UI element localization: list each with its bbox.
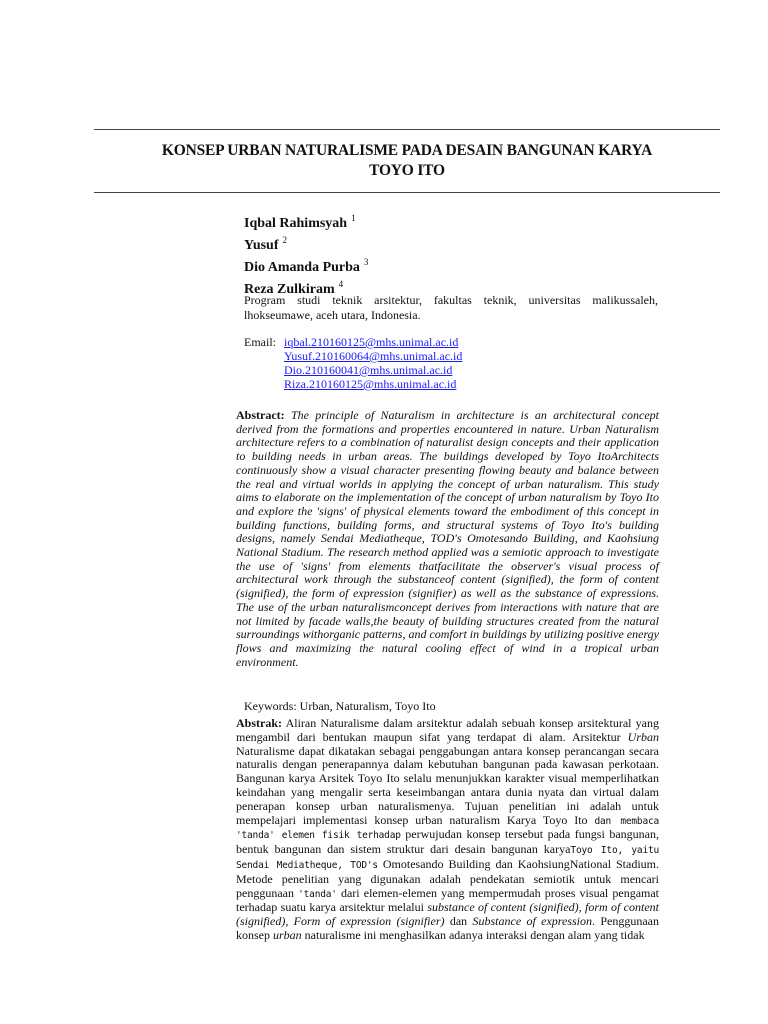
- author-3-mark: 3: [363, 257, 369, 267]
- email-label: Email:: [244, 335, 276, 349]
- email-block: [244, 335, 462, 391]
- title-rule-top: [94, 129, 720, 130]
- title-line-1: KONSEP URBAN NATURALISME PADA DESAIN BANGUNAN KARYA: [161, 142, 653, 159]
- email-link-2[interactable]: Yusuf.210160064@mhs.unimal.ac.id: [284, 349, 463, 363]
- author-3: Dio Amanda Purba $^3$: [244, 257, 369, 275]
- author-4: Reza Zulkiram $^4$: [244, 279, 344, 297]
- keywords: Keywords: Urban, Naturalism, Toyo Ito: [244, 699, 436, 713]
- author-list: [244, 210, 368, 298]
- abstract-english: [236, 409, 659, 669]
- author-1-mark: 1: [351, 213, 356, 223]
- author-4-mark: 4: [338, 279, 344, 289]
- abstract-indonesian: Abstrak: Aliran Naturalisme dalam arsitektur adalah sebuah konsep arsitektural yang mengambil dari bentukan maupun sifat yang terdapat di alam. Arsitektur Urban Naturalisme dapat dikatakan sebagai penggabungan antara konsep perancangan secara naturalis dengan penerapannya dalam kebutuhan bangunan pada kawasan perkotaan. Bangunan karya Arsitek Toyo Ito selalu menunjukkan karakter visual memperlihatkan keindahan yang mengalir serta keseimbangan antara dunia nyata dan virtual dalam penerapan konsep urban naturalismenya. Tujuan penelitian ini adalah untuk mempelajari implementasi konsep urban naturalism Karya Toyo Ito dan membaca 'tanda' elemen fisik terhadap perwujudan konsep tersebut pada fungsi bangunan, bentuk bangunan dan sistem struktur dari desain bangunan karyaToyo Ito, yaitu Sendai Mediatheque, TOD's Omotesando Building dan KaohsiungNational Stadium. Metode penelitian yang digunakan adalah pendekatan semiotik untuk mencari penggunaan 'tanda' dari elemen-elemen yang mempermudah proses visual pengamat terhadap suatu karya arsitektur melalui substance of content (signified), form of content (signified), Form of expression (signifier) dan Substance of expression. Penggunaan konsep urban naturalisme ini menghasilkan adanya interaksi dengan alam yang tidak: [236, 716, 660, 942]
- paper-title: [94, 141, 720, 181]
- abstrak-label: Abstrak:: [236, 716, 283, 730]
- email-link-3[interactable]: Dio.210160041@mhs.unimal.ac.id: [284, 363, 453, 377]
- author-2-mark: 2: [282, 235, 288, 245]
- author-1: Iqbal Rahimsyah $^1$: [244, 213, 356, 231]
- affiliation: Program studi teknik arsitektur, fakultas teknik, universitas malikussaleh, lhokseumawe, aceh utara, Indonesia.: [244, 293, 658, 322]
- abstract-label: Abstract:: [236, 408, 285, 422]
- title-rule-bottom: [94, 192, 720, 193]
- email-link-1[interactable]: iqbal.210160125@mhs.unimal.ac.id: [284, 335, 459, 349]
- email-link-4[interactable]: Riza.210160125@mhs.unimal.ac.id: [284, 377, 457, 391]
- author-2: Yusuf $^2$: [244, 235, 288, 253]
- abstract-text: The principle of Naturalism in architecture is an architectural concept derived from the formations and properties encountered in nature. Urban Naturalism architecture refers to a combination of naturalist design concepts and their application to building needs in urban areas. The buildings developed by Toyo ItoArchitects continuously show a visual character presenting flowing beauty and balance between the real and virtual worlds in applying the concept of urban naturalism. This study aims to elaborate on the implementation of the concept of urban naturalism by Toyo Ito and explore the 'signs' of physical elements toward the embodiment of this concept in building functions, building forms, and structural systems of Toyo Ito's building designs, namely Sendai Mediatheque, TOD's Omotesando Building, and Kaohsiung National Stadium. The research method applied was a semiotic approach to investigate the use of 'signs' from elements thatfacilitate the observer's visual process of architectural work through the substanceof content (signified), the form of content (signified), the form of expression (signifier) as well as the substance of expressions. The use of the urban naturalismconcept derives from interactions with nature that are not limited by facade walls,the beauty of building structures created from the natural surroundings withorganic patterns, and comfort in buildings by utilizing positive energy flows and maximizing the natural cooling effect of wind in a tropical urban environment.: [236, 408, 659, 669]
- title-line-2: TOYO ITO: [369, 162, 445, 179]
